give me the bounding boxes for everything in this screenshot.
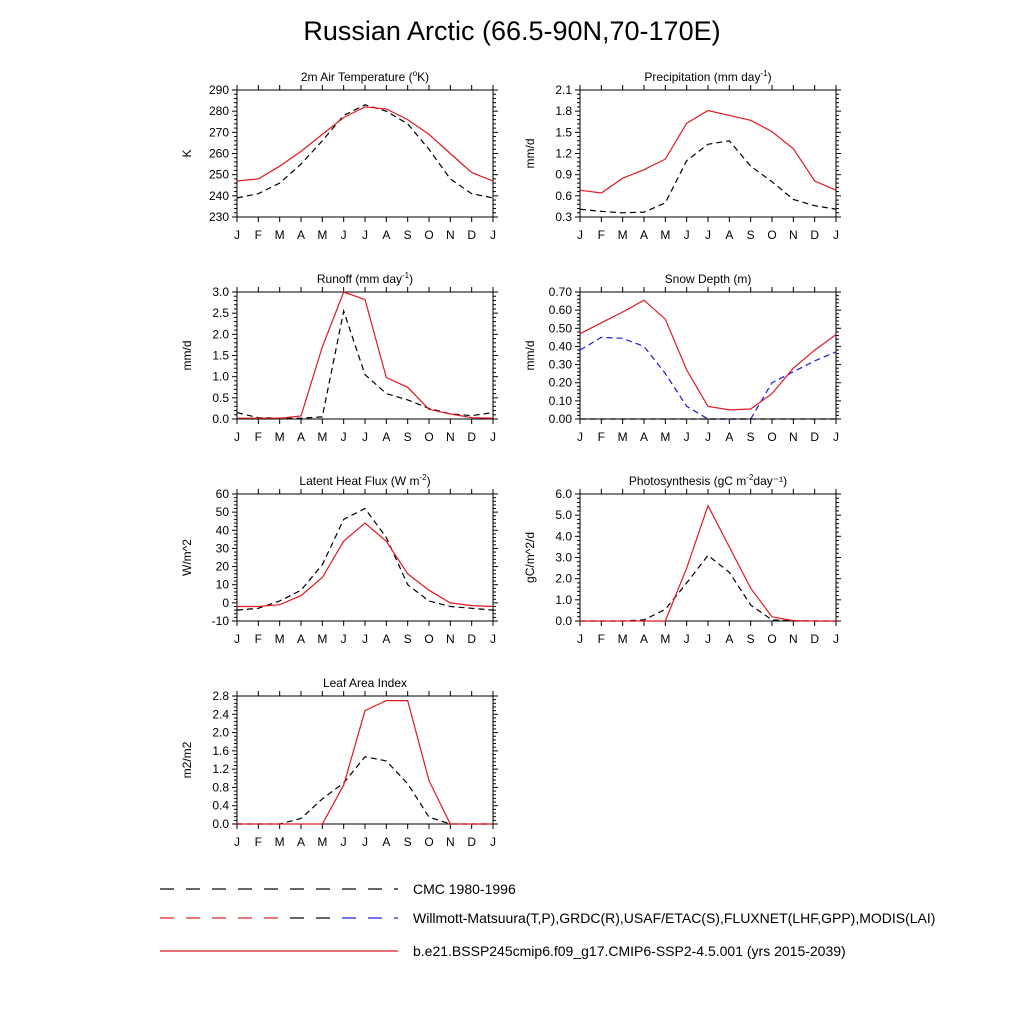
y-tick-label: 10	[215, 577, 229, 592]
y-tick-label: 0.30	[548, 357, 572, 372]
x-tick-label: J	[705, 430, 711, 444]
plot-frame	[237, 90, 493, 217]
y-tick-label: 6.0	[555, 487, 572, 501]
x-tick-label: J	[362, 835, 368, 849]
x-tick-label: J	[683, 632, 690, 646]
series-line-2	[580, 111, 836, 194]
y-tick-label: 0.8	[212, 780, 229, 795]
x-tick-label: M	[317, 835, 328, 849]
x-tick-label: O	[424, 430, 434, 444]
y-tick-label: 2.1	[555, 83, 572, 97]
chart-panel-7	[180, 676, 498, 849]
y-tick-label: -10	[211, 614, 229, 628]
y-tick-label: 290	[208, 83, 229, 97]
x-tick-label: J	[490, 835, 496, 849]
x-tick-label: S	[403, 835, 412, 849]
panel-title: Precipitation (mm day$^{-1}$)	[644, 69, 772, 84]
y-tick-label: 2.0	[212, 725, 229, 740]
x-tick-label: J	[577, 430, 583, 444]
chart-panel-1	[180, 69, 498, 242]
x-tick-label: A	[639, 228, 649, 242]
legend-label: b.e21.BSSP245cmip6.f09_g17.CMIP6-SSP2-4.5.001 (yrs 2015-2039)	[413, 943, 846, 959]
x-tick-label: D	[810, 430, 820, 444]
x-tick-label: J	[490, 632, 496, 646]
x-tick-label: M	[617, 632, 628, 646]
x-tick-label: M	[317, 430, 328, 444]
x-tick-label: M	[660, 430, 671, 444]
y-tick-label: 3.0	[555, 550, 572, 565]
chart-panel-3	[180, 271, 498, 444]
y-tick-label: 0.00	[548, 412, 572, 426]
series-line-1	[237, 311, 493, 418]
y-tick-label: 280	[208, 104, 229, 119]
chart-panel-2	[523, 69, 841, 242]
chart-panel-6	[523, 473, 841, 646]
panel-title: Snow Depth (m)	[664, 272, 752, 286]
y-axis-label: mm/d	[523, 138, 537, 169]
y-tick-label: 0.5	[212, 390, 229, 405]
y-tick-label: 50	[215, 505, 229, 520]
y-tick-label: 2.8	[212, 689, 229, 703]
plot-frame	[580, 494, 836, 621]
x-tick-label: N	[788, 430, 798, 444]
y-tick-label: 0.40	[548, 339, 572, 354]
x-tick-label: M	[317, 632, 328, 646]
x-tick-label: J	[340, 835, 347, 849]
x-tick-label: S	[746, 430, 755, 444]
x-tick-label: D	[467, 632, 477, 646]
series-line-2	[237, 107, 493, 181]
series-line-1	[237, 757, 493, 824]
x-tick-label: A	[382, 430, 391, 444]
y-tick-label: 0.70	[548, 285, 572, 299]
y-tick-label: 4.0	[555, 529, 572, 544]
x-tick-label: M	[617, 430, 628, 444]
panel-title: 2m Air Temperature ($^o$K)	[300, 69, 430, 84]
x-tick-label: J	[340, 228, 347, 242]
x-tick-label: N	[445, 228, 455, 242]
x-tick-label: J	[362, 228, 368, 242]
y-tick-label: 250	[208, 167, 229, 182]
plot-frame	[580, 90, 836, 217]
x-tick-label: J	[234, 835, 240, 849]
x-tick-label: J	[683, 430, 690, 444]
x-tick-label: J	[705, 632, 711, 646]
x-tick-label: J	[362, 430, 368, 444]
y-tick-label: 0.3	[555, 210, 572, 224]
legend-label: CMC 1980-1996	[413, 881, 516, 897]
y-tick-label: 0.0	[212, 412, 229, 426]
y-tick-label: 1.0	[212, 369, 229, 384]
x-tick-label: D	[810, 228, 820, 242]
y-tick-label: 0.10	[548, 393, 572, 408]
x-tick-label: M	[274, 835, 285, 849]
y-tick-label: 0.20	[548, 375, 572, 390]
x-tick-label: J	[833, 228, 839, 242]
x-tick-label: N	[788, 632, 798, 646]
x-tick-label: A	[382, 835, 391, 849]
x-tick-label: D	[810, 632, 820, 646]
x-tick-label: A	[725, 632, 734, 646]
x-tick-label: D	[467, 228, 477, 242]
x-tick-label: J	[577, 228, 583, 242]
y-tick-label: 2.0	[212, 327, 229, 342]
x-tick-label: O	[767, 632, 777, 646]
x-tick-label: M	[274, 430, 285, 444]
y-tick-label: 1.8	[555, 104, 572, 119]
x-tick-label: F	[597, 228, 606, 242]
series-line-1	[580, 555, 836, 621]
plot-frame	[580, 292, 836, 419]
x-tick-label: N	[445, 835, 455, 849]
x-tick-label: J	[683, 228, 690, 242]
x-tick-label: A	[296, 430, 306, 444]
x-tick-label: N	[788, 228, 798, 242]
series-line-1	[580, 141, 836, 213]
x-tick-label: S	[403, 632, 412, 646]
y-axis-label: m2/m2	[180, 741, 194, 779]
panel-title: Latent Heat Flux (W $m^{-2}$)	[299, 473, 431, 488]
y-axis-label: mm/d	[180, 340, 194, 371]
x-tick-label: O	[424, 835, 434, 849]
y-tick-label: 5.0	[555, 508, 572, 523]
panel-title: Leaf Area Index	[322, 676, 408, 690]
x-tick-label: F	[597, 632, 606, 646]
x-tick-label: M	[274, 632, 285, 646]
x-tick-label: F	[597, 430, 606, 444]
y-tick-label: 60	[215, 487, 229, 501]
series-line-3	[580, 300, 836, 410]
series-line-2	[237, 701, 493, 824]
x-tick-label: F	[254, 835, 263, 849]
x-tick-label: N	[445, 632, 455, 646]
y-tick-label: 260	[208, 146, 229, 161]
x-tick-label: A	[639, 430, 649, 444]
x-tick-label: J	[833, 632, 839, 646]
x-tick-label: A	[296, 835, 306, 849]
x-tick-label: D	[467, 835, 477, 849]
y-tick-label: 1.5	[212, 348, 229, 363]
panel-title: Photosynthesis (gC $m^{-2}day^{-1}$)	[628, 473, 788, 488]
y-axis-label: mm/d	[523, 340, 537, 371]
x-tick-label: J	[234, 430, 240, 444]
x-tick-label: A	[296, 228, 306, 242]
x-tick-label: J	[705, 228, 711, 242]
y-tick-label: 20	[215, 559, 229, 574]
series-line-2	[237, 523, 493, 607]
panel-title: Runoff (mm day$^{-1}$)	[316, 271, 414, 286]
legend	[160, 881, 935, 959]
x-tick-label: S	[403, 228, 412, 242]
y-tick-label: 2.4	[212, 707, 229, 722]
x-tick-label: M	[617, 228, 628, 242]
y-axis-label: gC/m^2/d	[523, 532, 537, 583]
y-tick-label: 2.0	[555, 571, 572, 586]
series-line-2	[580, 506, 836, 621]
y-tick-label: 0.60	[548, 303, 572, 318]
y-tick-label: 1.0	[555, 592, 572, 607]
y-tick-label: 0.0	[555, 614, 572, 628]
x-tick-label: F	[254, 632, 263, 646]
y-tick-label: 0.0	[212, 817, 229, 831]
y-tick-label: 1.5	[555, 125, 572, 140]
chart-panel-4	[523, 272, 841, 444]
x-tick-label: M	[660, 228, 671, 242]
x-tick-label: A	[725, 228, 734, 242]
x-tick-label: O	[424, 228, 434, 242]
series-line-1	[237, 105, 493, 198]
x-tick-label: S	[746, 632, 755, 646]
y-tick-label: 2.5	[212, 306, 229, 321]
y-axis-label: K	[180, 149, 194, 158]
y-tick-label: 270	[208, 125, 229, 140]
x-tick-label: A	[639, 632, 649, 646]
x-tick-label: J	[833, 430, 839, 444]
x-tick-label: O	[424, 632, 434, 646]
y-tick-label: 0.6	[555, 188, 572, 203]
y-tick-label: 230	[208, 210, 229, 224]
x-tick-label: O	[767, 430, 777, 444]
plot-frame	[237, 696, 493, 824]
y-tick-label: 0.50	[548, 321, 572, 336]
y-tick-label: 0	[222, 595, 229, 610]
x-tick-label: S	[403, 430, 412, 444]
y-tick-label: 0.4	[212, 798, 229, 813]
x-tick-label: O	[767, 228, 777, 242]
x-tick-label: M	[317, 228, 328, 242]
plot-frame	[237, 494, 493, 621]
x-tick-label: J	[234, 632, 240, 646]
y-tick-label: 1.6	[212, 743, 229, 758]
chart-panel-5	[180, 473, 498, 646]
x-tick-label: J	[490, 430, 496, 444]
y-tick-label: 3.0	[212, 285, 229, 299]
y-axis-label: W/m^2	[180, 539, 194, 576]
plot-frame	[237, 292, 493, 419]
x-tick-label: A	[725, 430, 734, 444]
x-tick-label: J	[490, 228, 496, 242]
y-tick-label: 40	[215, 523, 229, 538]
x-tick-label: A	[382, 228, 391, 242]
y-tick-label: 240	[208, 188, 229, 203]
x-tick-label: J	[340, 632, 347, 646]
x-tick-label: J	[362, 632, 368, 646]
x-tick-label: J	[577, 632, 583, 646]
series-line-2	[237, 292, 493, 418]
y-tick-label: 1.2	[212, 762, 229, 777]
x-tick-label: M	[660, 632, 671, 646]
legend-label: Willmott-Matsuura(T,P),GRDC(R),USAF/ETAC(S),FLUXNET(LHF,GPP),MODIS(LAI)	[413, 910, 936, 926]
x-tick-label: F	[254, 228, 263, 242]
x-tick-label: M	[274, 228, 285, 242]
x-tick-label: J	[340, 430, 347, 444]
y-tick-label: 1.2	[555, 146, 572, 161]
figure-title: Russian Arctic (66.5-90N,70-170E)	[303, 16, 721, 46]
y-tick-label: 0.9	[555, 167, 572, 182]
x-tick-label: F	[254, 430, 263, 444]
y-tick-label: 30	[215, 541, 229, 556]
x-tick-label: N	[445, 430, 455, 444]
x-tick-label: A	[296, 632, 306, 646]
x-tick-label: J	[234, 228, 240, 242]
x-tick-label: A	[382, 632, 391, 646]
x-tick-label: S	[746, 228, 755, 242]
x-tick-label: D	[467, 430, 477, 444]
